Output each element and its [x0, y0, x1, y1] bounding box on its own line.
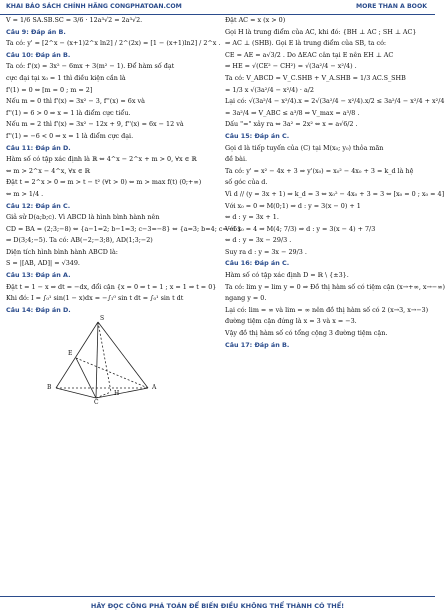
- answer-heading: Câu 12: Đáp án C.: [6, 201, 71, 210]
- edge-EC: [76, 358, 96, 398]
- vertex-label: B: [47, 384, 52, 392]
- text-line: Ta có: y' = x² − 4x + 3 ⇒ y'(x₀) = x₀² − 4x₀ + 3 = k_d là hệ: [225, 166, 414, 175]
- text-line: Khi đó: I = ∫₀¹ sin(1 − x)dx = −∫₁⁰ sin t dt = ∫₀¹ sin t dt: [6, 294, 184, 303]
- text-line: ⇔ m > 2^x − 4^x, ∀x ∈ ℝ: [6, 166, 90, 175]
- text-line: đề bài.: [225, 155, 248, 164]
- text-line: f''(1) = −6 < 0 ⇒ x = 1 là điểm cực đại.: [6, 131, 134, 140]
- text-line: ⇔ m > 1/4 .: [6, 189, 44, 198]
- edge-SA: [98, 322, 148, 388]
- vertex-label: H: [114, 390, 120, 398]
- vertex-label: E: [68, 350, 73, 358]
- text-line: Ta có: V_ABCD = V_C.SHB + V_A.SHB = 1/3 AC.S_SHB: [225, 73, 406, 82]
- text-line: = 3a²/4 ⇒ V_ABC ≤ a³/8 ⇒ V_max = a³/8 .: [225, 108, 360, 117]
- text-line: V = 1/6 SA.SB.SC = 3/6 · 12a³√2 = 2a³√2.: [6, 16, 143, 24]
- vertex-label: A: [152, 384, 157, 392]
- right-column: [225, 16, 445, 353]
- answer-heading: Câu 13: Đáp án A.: [6, 271, 71, 280]
- answer-heading: Câu 17: Đáp án B.: [225, 340, 290, 349]
- text-line: Với x₀ = 4 ⇒ M(4; 7/3) ⇒ d : y = 3(x − 4) + 7/3: [225, 224, 376, 233]
- page-footer: HÃY ĐỌC CÔNG PHÁ TOÁN ĐỂ BIẾN ĐIỀU KHÔNG THỂ THÀNH CÓ THỂ!: [0, 596, 435, 615]
- text-line: ⇒ AC ⊥ (SHB). Gọi E là trung điểm của SB, ta có:: [225, 39, 387, 48]
- text-line: Đặt t = 2^x > 0 ⇒ m > t − t² (∀t > 0) ⇔ m > max f(t) (0;+∞): [6, 178, 202, 187]
- text-line: Hàm số có tập xác định là ℝ ⇔ 4^x − 2^x + m > 0, ∀x ∈ ℝ: [6, 155, 197, 164]
- text-line: Dấu "=" xảy ra ⇔ 3a² = 2x² ⇔ x = a√6/2 .: [225, 120, 358, 129]
- answer-heading: Câu 10: Đáp án B.: [6, 50, 71, 59]
- edge-SB: [56, 322, 98, 388]
- text-line: Diện tích hình bình hành ABCD là:: [6, 247, 118, 256]
- text-line: Ta có: lim y = lim y = 0 ⇒ Đồ thị hàm số có tiệm cận (x→+∞, x→−∞): [225, 282, 445, 291]
- text-line: Gọi d là tiếp tuyến của (C) tại M(x₀; y₀) thỏa mãn: [225, 143, 384, 152]
- answer-heading: Câu 9: Đáp án B.: [6, 27, 66, 36]
- text-line: CE = AE = a√3/2 . Do ΔEAC cân tại E nên EH ⊥ AC: [225, 50, 394, 59]
- text-line: CD = BA = (2;3;−8) ⇔ {a−1=2; b−1=3; c−3=−8} ⇔ {a=3; b=4; c=−5}: [6, 224, 242, 233]
- text-line: Với x₀ = 0 ⇒ M(0;1) ⇒ d : y = 3(x − 0) + 1: [225, 201, 361, 210]
- answer-heading: Câu 14: Đáp án D.: [6, 305, 71, 314]
- pyramid-figure: [6, 315, 214, 407]
- text-line: = 1/3 x √(3a²/4 − x²/4) · a/2: [225, 85, 314, 94]
- text-line: Nếu m = 2 thì f'(x) = 3x² − 12x + 9, f''(x) = 6x − 12 và: [6, 120, 184, 129]
- text-line: Đặt t = 1 − x ⇒ dt = −dx, đổi cận {x = 0 ⇒ t = 1 ; x = 1 ⇒ t = 0}: [6, 282, 217, 291]
- edge-SH: [98, 322, 111, 392]
- answer-heading: Câu 15: Đáp án C.: [225, 131, 290, 140]
- text-line: S = |[AB, AD]| = √349.: [6, 259, 80, 268]
- header-right-text: MORE THAN A BOOK: [355, 3, 427, 10]
- text-line: Giả sử D(a;b;c). Vì ABCD là hình bình hành nên: [6, 213, 160, 222]
- text-line: đường tiệm cận đứng là x = 3 và x = −3.: [225, 317, 357, 326]
- answer-heading: Câu 16: Đáp án C.: [225, 259, 290, 268]
- text-line: Nếu m = 0 thì f'(x) = 3x² − 3, f''(x) = 6x và: [6, 97, 145, 106]
- text-line: Ta có: y' = [2^x − (x+1)2^x ln2] / 2^(2x) = [1 − (x+1)ln2] / 2^x .: [6, 39, 221, 48]
- text-line: Lại có: √(3a²/4 − x²/4).x = 2√(3a²/4 − x²/4).x/2 ≤ 3a²/4 − x²/4 + x²/4: [225, 97, 445, 106]
- vertex-label: S: [100, 315, 105, 323]
- header-left-text: KHAI BÁO SÁCH CHÍNH HÃNG CONGPHATOAN.COM: [6, 3, 182, 10]
- pyramid-diagram: [36, 315, 166, 402]
- text-line: số góc của d.: [225, 178, 268, 187]
- text-line: f''(1) = 6 > 0 ⇒ x = 1 là điểm cực tiểu.: [6, 108, 131, 117]
- text-line: ngang y = 0.: [225, 294, 267, 303]
- text-line: Đặt AC = x (x > 0): [225, 16, 286, 24]
- vertex-label: C: [94, 399, 99, 407]
- text-line: Hàm số có tập xác định D = ℝ \ {±3}.: [225, 271, 349, 280]
- text-line: f'(1) = 0 ⇔ [m = 0 ; m = 2]: [6, 85, 93, 94]
- text-line: ⇒ HE = √(CE² − CH²) = √(3a²/4 − x²/4) .: [225, 62, 357, 71]
- edge-CH: [96, 392, 111, 398]
- text-line: Ta có: f'(x) = 3x² − 6mx + 3(m² − 1). Để hàm số đạt: [6, 62, 175, 71]
- page-header: [0, 0, 435, 15]
- text-line: Vì d // (y = 3x + 1) ⇒ k_d = 3 ⇔ x₀² − 4x₀ + 3 = 3 ⇔ [x₀ = 0 ; x₀ = 4]: [225, 189, 445, 198]
- edge-BC: [56, 388, 96, 398]
- text-line: ⇔ d : y = 3x + 1.: [225, 213, 279, 222]
- edge-SC: [96, 322, 98, 398]
- text-line: Lại có: lim = ∞ và lim = ∞ nên đồ thị hàm số có 2 (x→3, x→−3): [225, 305, 429, 314]
- text-line: Suy ra d : y = 3x − 29/3 .: [225, 247, 307, 256]
- edge-EA: [76, 358, 148, 388]
- text-line: cực đại tại x₀ = 1 thì điều kiện cần là: [6, 73, 126, 82]
- text-line: ⇒ D(3;4;−5). Ta có: AB(−2;−3;8), AD(1;3;−2): [6, 236, 153, 245]
- answer-heading: Câu 11: Đáp án D.: [6, 143, 71, 152]
- text-line: Gọi H là trung điểm của AC, khi đó: {BH ⊥ AC ; SH ⊥ AC}: [225, 27, 417, 36]
- text-line: ⇔ d : y = 3x − 29/3 .: [225, 236, 292, 245]
- text-line: Vậy đồ thị hàm số có tổng cộng 3 đường tiệm cận.: [225, 329, 388, 338]
- edge-CA: [96, 388, 148, 398]
